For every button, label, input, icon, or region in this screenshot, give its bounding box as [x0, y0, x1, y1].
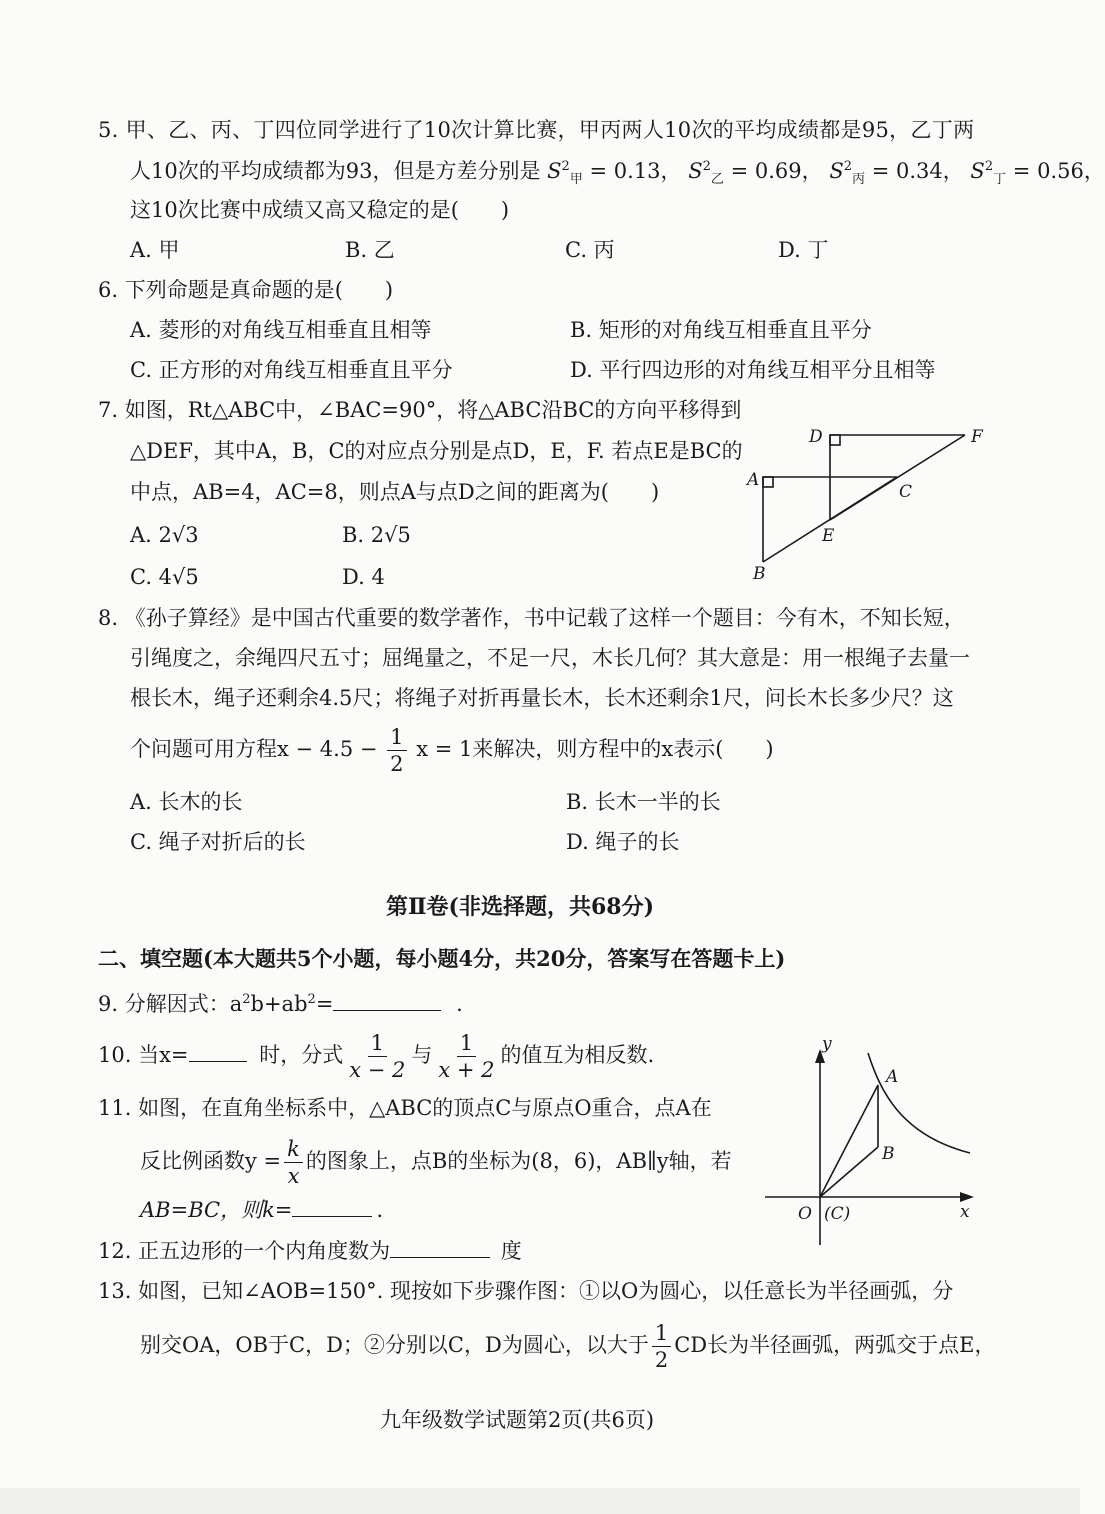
- q11-fraction: [284, 1138, 303, 1187]
- page-bottom-edge: [0, 1488, 1080, 1514]
- q13-frac-num: 1: [652, 1322, 671, 1347]
- q11-line2-b: 的图象上，点B的坐标为(8，6)，AB∥y轴，若: [305, 1149, 732, 1174]
- q11-answer-blank[interactable]: [292, 1216, 372, 1217]
- q5-line2: 人10次的平均成绩都为93，但是方差分别是 $S^2_甲 = 0.13$， $S^2_乙 = 0.69$， $S^2_丙 = 0.34$， $S^2_丁 = 0.56$，: [130, 159, 1105, 188]
- q10-line: [98, 1032, 654, 1081]
- q5-line2-text: 人10次的平均成绩都为93，但是方差分别是: [130, 159, 541, 183]
- q10-f1-num: 1: [368, 1032, 387, 1057]
- q7-label-e: E: [822, 526, 835, 546]
- q8-option-a: A. 长木的长: [130, 790, 243, 814]
- q7-label-f: F: [971, 427, 983, 447]
- q9-d: .: [456, 992, 463, 1016]
- q7-label-d: D: [809, 427, 823, 447]
- q7-figure: [745, 425, 985, 585]
- q11-label-a: A: [886, 1067, 899, 1087]
- q8-line4-a: 个问题可用方程x − 4.5 −: [130, 737, 378, 762]
- section2-heading: 二、填空题(本大题共5个小题，每小题4分，共20分，答案写在答题卡上): [98, 946, 786, 971]
- q9-a: 9. 分解因式：a: [98, 992, 243, 1016]
- q11-line3-b: .: [376, 1198, 384, 1222]
- q11-frac-den: x: [287, 1164, 300, 1189]
- q10-b: 时，分式: [259, 1043, 344, 1068]
- q5-s-bing: = 0.34，: [871, 159, 964, 183]
- q8-line4-b: x = 1来解决，则方程中的x表示( ): [416, 737, 774, 762]
- q5-option-a: A. 甲: [130, 238, 180, 262]
- q13-line2: [140, 1322, 995, 1371]
- q13-frac-den: 2: [654, 1348, 669, 1373]
- q7-label-c: C: [899, 482, 913, 502]
- q11-line2-a: 反比例函数y =: [140, 1149, 282, 1174]
- q12-answer-blank[interactable]: [390, 1257, 490, 1258]
- q8-line2: 引绳度之，余绳四尺五寸；屈绳量之，不足一尺，木长几何？其大意是：用一根绳子去量一: [130, 646, 970, 670]
- q13-line1: 13. 如图，已知∠AOB=150°. 现按如下步骤作图：①以O为圆心，以任意长为半径画弧，分: [98, 1279, 954, 1303]
- q10-f2-den: x + 2: [438, 1058, 495, 1083]
- q9-b: b+ab: [250, 992, 308, 1016]
- q11-line2: [140, 1138, 732, 1187]
- q10-a: 10. 当x=: [98, 1043, 189, 1068]
- q13-line2-b: CD长为半径画弧，两弧交于点E，: [674, 1333, 996, 1358]
- q8-line4: [130, 726, 774, 775]
- q5-option-c: C. 丙: [565, 238, 615, 262]
- q12-line: [98, 1241, 522, 1262]
- q13-fraction: [652, 1322, 671, 1371]
- q10-c: 与: [411, 1043, 433, 1068]
- q12-a: 12. 正五边形的一个内角度数为: [98, 1239, 391, 1263]
- q9-answer-blank[interactable]: [333, 1010, 441, 1011]
- part2-title: 第Ⅱ卷(非选择题，共68分): [386, 894, 654, 920]
- q11-label-c: (C): [824, 1204, 851, 1224]
- q6-option-b: B. 矩形的对角线互相垂直且平分: [570, 318, 872, 342]
- q7-label-b: B: [753, 564, 766, 584]
- q11-label-y: y: [822, 1034, 832, 1054]
- q11-frac-num: k: [284, 1138, 303, 1163]
- q9-line: 9. 分解因式：$a^2b+ab^2=$ .: [98, 992, 463, 1016]
- q11-line3: [140, 1200, 383, 1221]
- q8-line1: 8. 《孙子算经》是中国古代重要的数学著作，书中记载了这样一个题目：今有木，不知长短，: [98, 606, 965, 630]
- q7-option-b: B. 2√5: [342, 523, 411, 547]
- q5-line3: 这10次比赛中成绩又高又稳定的是( ): [130, 198, 510, 222]
- q11-label-x: x: [960, 1202, 970, 1222]
- q5-s-jia: = 0.13，: [589, 159, 682, 183]
- q7-option-c: C. 4√5: [130, 565, 199, 589]
- q7-line1: 7. 如图，Rt△ABC中，∠BAC=90°，将△ABC沿BC的方向平移得到: [98, 398, 742, 422]
- q10-f1-den: x − 2: [349, 1058, 406, 1083]
- q8-fraction: [387, 726, 406, 775]
- q10-d: 的值互为相反数.: [500, 1043, 655, 1068]
- q7-line2: △DEF，其中A，B，C的对应点分别是点D，E，F. 若点E是BC的: [130, 439, 743, 463]
- q8-frac-num: 1: [387, 726, 406, 751]
- q5-s-yi: = 0.69，: [730, 159, 823, 183]
- q7-label-a: A: [747, 470, 760, 490]
- q5-s-ding: = 0.56，: [1012, 159, 1105, 183]
- q8-option-c: C. 绳子对折后的长: [130, 830, 306, 854]
- q8-option-b: B. 长木一半的长: [566, 790, 721, 814]
- q8-frac-den: 2: [390, 752, 404, 777]
- q8-option-d: D. 绳子的长: [566, 830, 680, 854]
- q8-line3: 根长木，绳子还剩余4.5尺；将绳子对折再量长木，长木还剩余1尺，问长木长多少尺？这: [130, 686, 954, 710]
- q7-option-a: A. 2√3: [130, 523, 199, 547]
- q12-b: 度: [500, 1239, 522, 1263]
- q5-sub-ding: 丁: [993, 172, 1007, 188]
- q13-line2-a: 别交OA，OB于C，D；②分别以C，D为圆心，以大于: [140, 1333, 649, 1358]
- q9-c: =: [315, 992, 334, 1016]
- q10-f2-num: 1: [457, 1032, 476, 1057]
- q5-option-d: D. 丁: [778, 238, 829, 262]
- q10-fraction-2: [435, 1032, 497, 1081]
- q11-line1: 11. 如图，在直角坐标系中，△ABC的顶点C与原点O重合，点A在: [98, 1096, 712, 1120]
- q6-option-a: A. 菱形的对角线互相垂直且相等: [130, 318, 432, 342]
- q11-label-o: O: [798, 1204, 812, 1224]
- q5-sub-jia: 甲: [569, 172, 583, 188]
- q11-label-b: B: [882, 1144, 895, 1164]
- q5-sub-bing: 丙: [852, 172, 866, 188]
- q11-line3-a: AB=BC，则k=: [140, 1198, 293, 1222]
- q5-option-b: B. 乙: [345, 238, 395, 262]
- q10-fraction-1: [346, 1032, 408, 1081]
- page-footer: 九年级数学试题第2页(共6页): [380, 1408, 655, 1432]
- q5-sub-yi: 乙: [710, 172, 724, 188]
- q6-stem: 6. 下列命题是真命题的是( ): [98, 278, 394, 302]
- q6-option-c: C. 正方形的对角线互相垂直且平分: [130, 358, 453, 382]
- q7-option-d: D. 4: [342, 565, 385, 589]
- q10-answer-blank[interactable]: [189, 1061, 247, 1062]
- q5-line1: 5. 甲、乙、丙、丁四位同学进行了10次计算比赛，甲丙两人10次的平均成绩都是95，乙丁两: [98, 118, 975, 142]
- q7-line3: 中点，AB=4，AC=8，则点A与点D之间的距离为( ): [130, 480, 660, 504]
- q11-figure: [760, 1035, 990, 1250]
- q6-option-d: D. 平行四边形的对角线互相平分且相等: [570, 358, 936, 382]
